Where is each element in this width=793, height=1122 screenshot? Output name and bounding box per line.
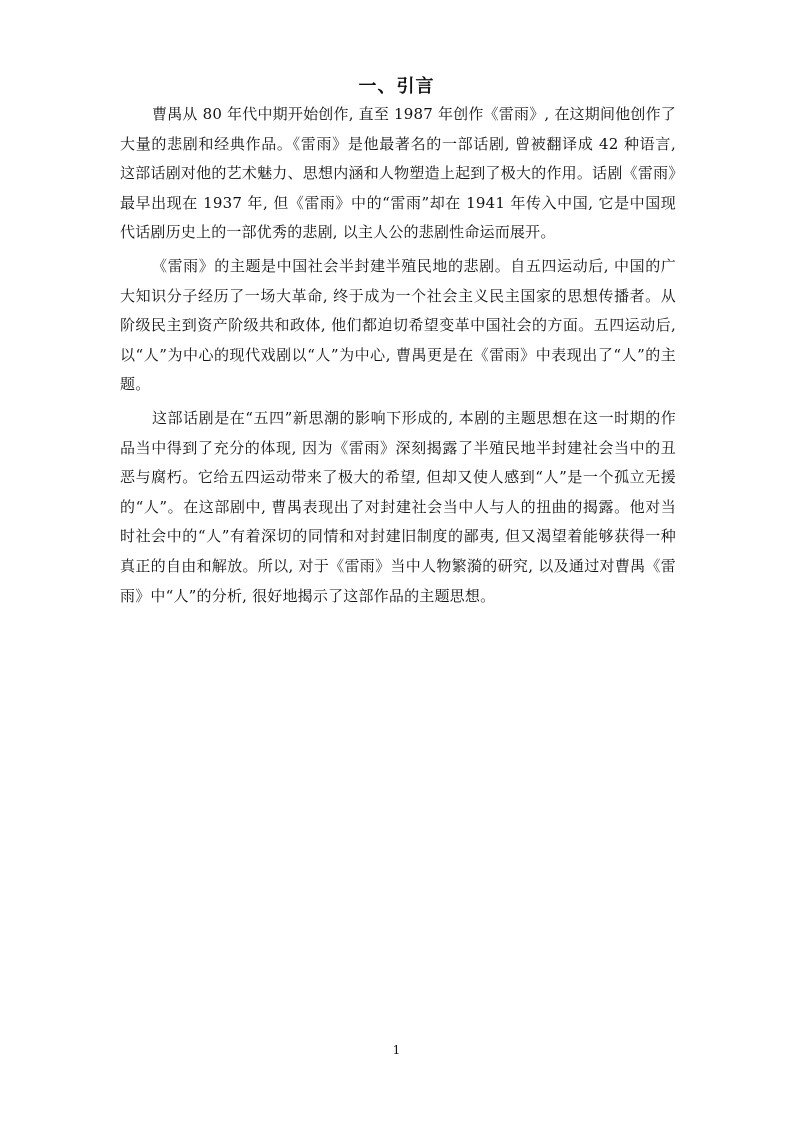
body-text xyxy=(120,100,676,615)
paragraph-2: 《雷雨》的主题是中国社会半封建半殖民地的悲剧。自五四运动后, 中国的广大知识分子经历了一场大革命, 终于成为一个社会主义民主国家的思想传播者。从阶级民主到资产阶级共和政体, 他们都迫切希望变革中国社会的方面。五四运动后, 以“人”为中心的现代戏剧以“人”为中心, 曹禺更是在《雷雨》中表现出了“人”的主题。 xyxy=(120,256,676,394)
paragraph-3: 这部话剧是在“五四”新思潮的影响下形成的, 本剧的主题思想在这一时期的作品当中得到了充分的体现, 因为《雷雨》深刻揭露了半殖民地半封建社会当中的丑恶与腐朽。它给五四运动带来了极大的希望, 但却又使人感到“人”是一个孤立无援的“人”。在这部剧中, 曹禺表现出了对封建社会当中人与人的扭曲的揭露。他对当时社会中的“人”有着深切的同情和对封建旧制度的鄙夷, 但又渴望着能够获得一种真正的自由和解放。所以, 对于《雷雨》当中人物繁漪的研究, 以及通过对曹禺《雷雨》中“人”的分析, 很好地揭示了这部作品的主题思想。 xyxy=(120,408,676,605)
paragraph-1: 曹禺从 80 年代中期开始创作, 直至 1987 年创作《雷雨》, 在这期间他创作了大量的悲剧和经典作品。《雷雨》是他最著名的一部话剧, 曾被翻译成 42 种语言, 这部话剧对他的艺术魅力、思想内涵和人物塑造上起到了极大的作用。话剧《雷雨》最早出现在 1937 年, 但《雷雨》中的“雷雨”却在 1941 年传入中国, 它是中国现代话剧历史上的一部优秀的悲剧, 以主人公的悲剧性命运而展开。 xyxy=(120,105,676,242)
section-title: 一、引言 xyxy=(358,76,435,97)
page-number: 1 xyxy=(392,1043,401,1057)
